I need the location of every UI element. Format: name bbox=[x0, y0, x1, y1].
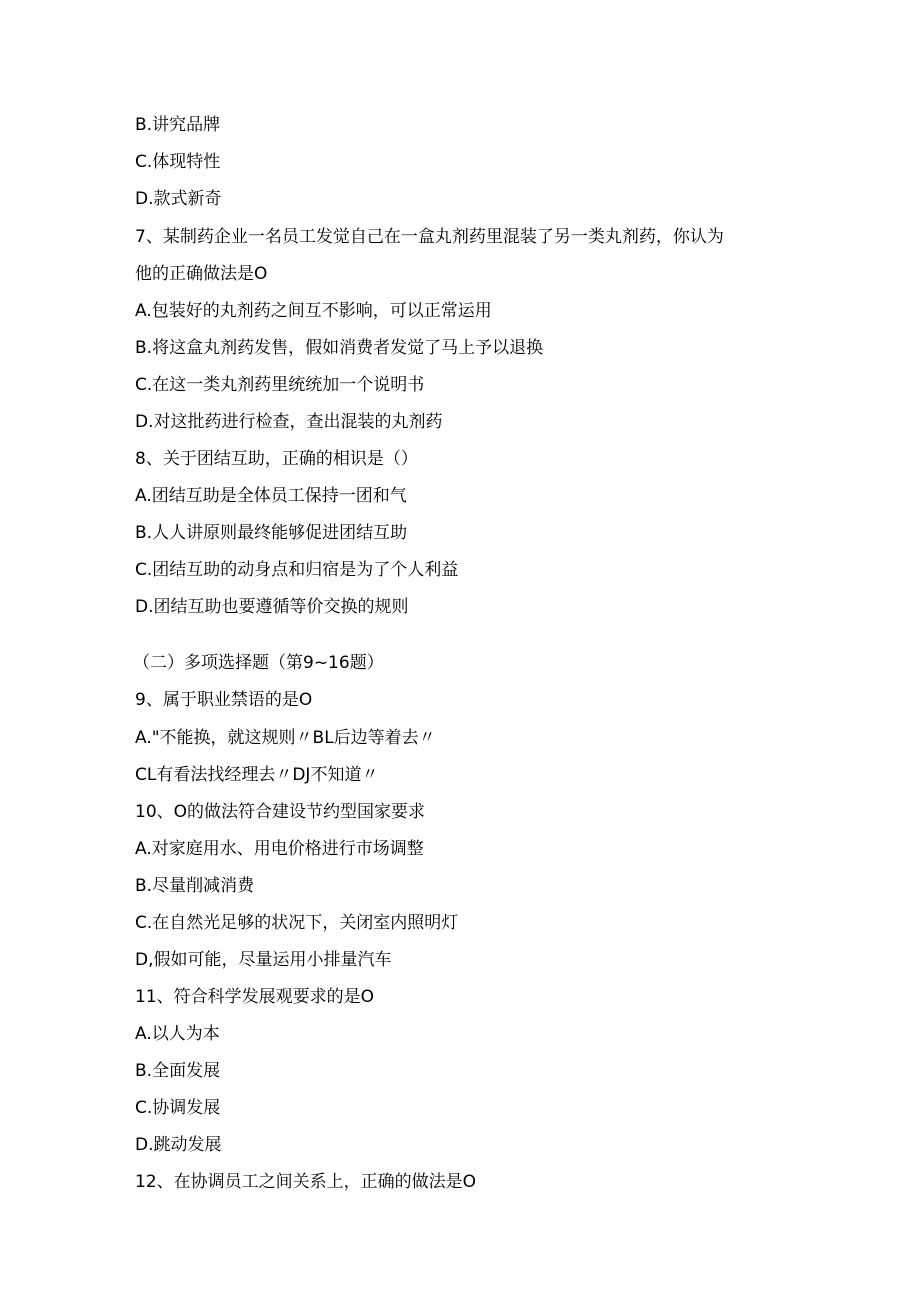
option-10b: B.尽量削减消费 bbox=[135, 876, 255, 896]
option-7c: C.在这一类丸剂药里统统加一个说明书 bbox=[135, 375, 425, 395]
question-12: 12、在协调员工之间关系上，正确的做法是O bbox=[135, 1172, 477, 1192]
option-6b: B.讲究品牌 bbox=[135, 115, 221, 135]
question-10: 10、O的做法符合建设节约型国家要求 bbox=[135, 802, 426, 822]
option-11c: C.协调发展 bbox=[135, 1098, 221, 1118]
option-7a: A.包装好的丸剂药之间互不影响，可以正常运用 bbox=[135, 301, 492, 321]
option-9cd: CL有看法找经理去〃DJ不知道〃 bbox=[135, 765, 379, 785]
option-7b: B.将这盒丸剂药发售，假如消费者发觉了马上予以退换 bbox=[135, 338, 544, 358]
option-11b: B.全面发展 bbox=[135, 1061, 221, 1081]
option-10a: A.对家庭用水、用电价格进行市场调整 bbox=[135, 839, 424, 859]
option-8a: A.团结互助是全体员工保持一团和气 bbox=[135, 486, 407, 506]
option-8b: B.人人讲原则最终能够促进团结互助 bbox=[135, 523, 408, 543]
option-7d: D.对这批药进行检查，查出混装的丸剂药 bbox=[135, 412, 443, 432]
question-8: 8、关于团结互助，正确的相识是（） bbox=[135, 449, 418, 469]
option-10c: C.在自然光足够的状况下，关闭室内照明灯 bbox=[135, 913, 459, 933]
option-11a: A.以人为本 bbox=[135, 1024, 220, 1044]
option-9ab: A."不能换，就这规则〃BL后边等着去〃 bbox=[135, 728, 436, 748]
option-6d: D.款式新奇 bbox=[135, 189, 222, 209]
option-8d: D.团结互助也要遵循等价交换的规则 bbox=[135, 597, 409, 617]
question-7-line-1: 7、某制药企业一名员工发觉自己在一盒丸剂药里混装了另一类丸剂药，你认为 bbox=[135, 227, 724, 247]
question-7-line-2: 他的正确做法是O bbox=[135, 264, 268, 284]
section-heading: （二）多项选择题（第9~16题） bbox=[133, 653, 384, 673]
option-11d: D.跳动发展 bbox=[135, 1135, 222, 1155]
question-11: 11、符合科学发展观要求的是O bbox=[135, 987, 375, 1007]
option-10d: D,假如可能，尽量运用小排量汽车 bbox=[135, 950, 392, 970]
question-9: 9、属于职业禁语的是O bbox=[135, 690, 313, 710]
option-6c: C.体现特性 bbox=[135, 152, 221, 172]
option-8c: C.团结互助的动身点和归宿是为了个人利益 bbox=[135, 560, 459, 580]
